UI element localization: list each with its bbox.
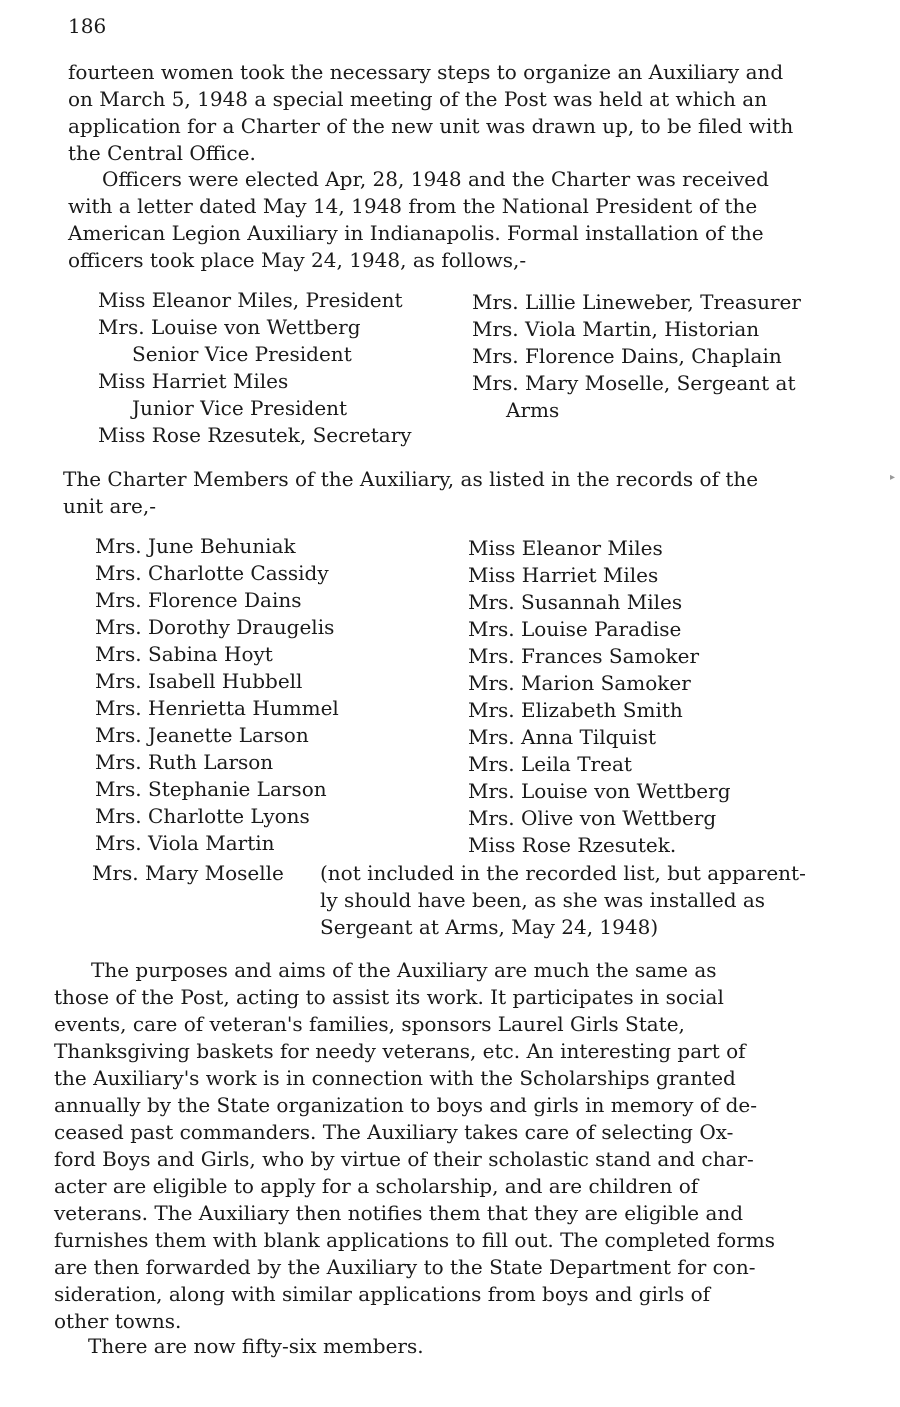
officer-entry: Mrs. Mary Moselle, Sergeant at	[472, 371, 796, 395]
member-entry: Mrs. Viola Martin	[95, 831, 275, 855]
member-entry: Miss Rose Rzesutek.	[468, 833, 677, 857]
member-entry: Mrs. Frances Samoker	[468, 644, 700, 668]
text-line: furnishes them with blank applications to fill out. The completed forms	[54, 1228, 776, 1252]
member-entry: Mrs. Leila Treat	[468, 752, 632, 776]
text-line: Officers were elected Apr, 28, 1948 and the Charter was received	[102, 167, 769, 191]
text-line: The Charter Members of the Auxiliary, as listed in the records of the	[63, 467, 759, 491]
member-entry: Mrs. Charlotte Lyons	[95, 804, 310, 828]
text-line: application for a Charter of the new unit was drawn up, to be filed with	[68, 114, 794, 138]
member-entry: Mrs. Louise von Wettberg	[468, 779, 731, 803]
officer-entry: Miss Rose Rzesutek, Secretary	[98, 423, 412, 447]
members-left-column	[95, 533, 339, 857]
text-line: veterans. The Auxiliary then notifies them that they are eligible and	[54, 1201, 744, 1225]
officers-left-column	[98, 287, 412, 449]
closing-line: There are now fifty-six members.	[88, 1334, 424, 1358]
officer-entry: Mrs. Lillie Lineweber, Treasurer	[472, 290, 801, 314]
moselle-name: Mrs. Mary Moselle	[92, 861, 284, 885]
moselle-note	[320, 860, 806, 941]
text-line: officers took place May 24, 1948, as follows,-	[68, 248, 527, 272]
officers-right-column	[472, 289, 801, 424]
text-line: with a letter dated May 14, 1948 from the National President of the	[68, 194, 758, 218]
member-entry: Mrs. Stephanie Larson	[95, 777, 327, 801]
member-entry: Mrs. Isabell Hubbell	[95, 669, 303, 693]
member-entry: Mrs. Florence Dains	[95, 588, 302, 612]
note-line: (not included in the recorded list, but apparent-	[320, 861, 806, 885]
text-line: are then forwarded by the Auxiliary to the State Department for con-	[54, 1255, 756, 1279]
page-number: 186	[68, 14, 107, 38]
text-line: ceased past commanders. The Auxiliary takes care of selecting Ox-	[54, 1120, 734, 1144]
note-line: Sergeant at Arms, May 24, 1948)	[320, 915, 659, 939]
text-line: the Central Office.	[68, 141, 256, 165]
intro-paragraph	[68, 59, 793, 167]
member-entry: Mrs. June Behuniak	[95, 534, 296, 558]
text-line: American Legion Auxiliary in Indianapolis. Formal installation of the	[68, 221, 764, 245]
text-line: events, care of veteran's families, sponsors Laurel Girls State,	[54, 1012, 685, 1036]
officer-title: Senior Vice President	[132, 342, 352, 366]
member-entry: Mrs. Marion Samoker	[468, 671, 691, 695]
member-entry: Mrs. Dorothy Draugelis	[95, 615, 335, 639]
charter-intro	[63, 466, 758, 520]
member-entry: Mrs. Charlotte Cassidy	[95, 561, 329, 585]
text-line: Thanksgiving baskets for needy veterans, etc. An interesting part of	[54, 1039, 746, 1063]
member-entry: Mrs. Anna Tilquist	[468, 725, 657, 749]
note-line: ly should have been, as she was installed as	[320, 888, 766, 912]
member-entry: Mrs. Sabina Hoyt	[95, 642, 273, 666]
officers-paragraph	[68, 166, 769, 274]
text-line: those of the Post, acting to assist its work. It participates in social	[54, 985, 724, 1009]
text-line: sideration, along with similar applications from boys and girls of	[54, 1282, 711, 1306]
member-entry: Miss Harriet Miles	[468, 563, 659, 587]
officer-title: Junior Vice President	[132, 396, 348, 420]
text-line: fourteen women took the necessary steps to organize an Auxiliary and	[68, 60, 784, 84]
officer-entry: Miss Eleanor Miles, President	[98, 288, 403, 312]
member-entry: Mrs. Susannah Miles	[468, 590, 683, 614]
member-entry: Mrs. Ruth Larson	[95, 750, 274, 774]
purposes-paragraph	[54, 957, 775, 1335]
text-line: the Auxiliary's work is in connection with the Scholarships granted	[54, 1066, 736, 1090]
member-entry: Mrs. Jeanette Larson	[95, 723, 309, 747]
officer-entry: Mrs. Viola Martin, Historian	[472, 317, 760, 341]
member-entry: Mrs. Olive von Wettberg	[468, 806, 717, 830]
text-line: other towns.	[54, 1309, 182, 1333]
text-line: annually by the State organization to boys and girls in memory of de-	[54, 1093, 757, 1117]
officer-entry: Mrs. Louise von Wettberg	[98, 315, 361, 339]
text-line: acter are eligible to apply for a scholarship, and are children of	[54, 1174, 699, 1198]
margin-mark: ▸	[890, 472, 896, 483]
members-right-column	[468, 535, 731, 859]
member-entry: Mrs. Henrietta Hummel	[95, 696, 339, 720]
text-line: The purposes and aims of the Auxiliary are much the same as	[91, 958, 717, 982]
text-line: on March 5, 1948 a special meeting of the Post was held at which an	[68, 87, 768, 111]
officer-title: Arms	[506, 398, 560, 422]
text-line: unit are,-	[63, 494, 156, 518]
member-entry: Mrs. Elizabeth Smith	[468, 698, 683, 722]
text-line: ford Boys and Girls, who by virtue of their scholastic stand and char-	[54, 1147, 754, 1171]
member-entry: Mrs. Louise Paradise	[468, 617, 682, 641]
officer-entry: Mrs. Florence Dains, Chaplain	[472, 344, 782, 368]
member-entry: Miss Eleanor Miles	[468, 536, 663, 560]
officer-entry: Miss Harriet Miles	[98, 369, 289, 393]
